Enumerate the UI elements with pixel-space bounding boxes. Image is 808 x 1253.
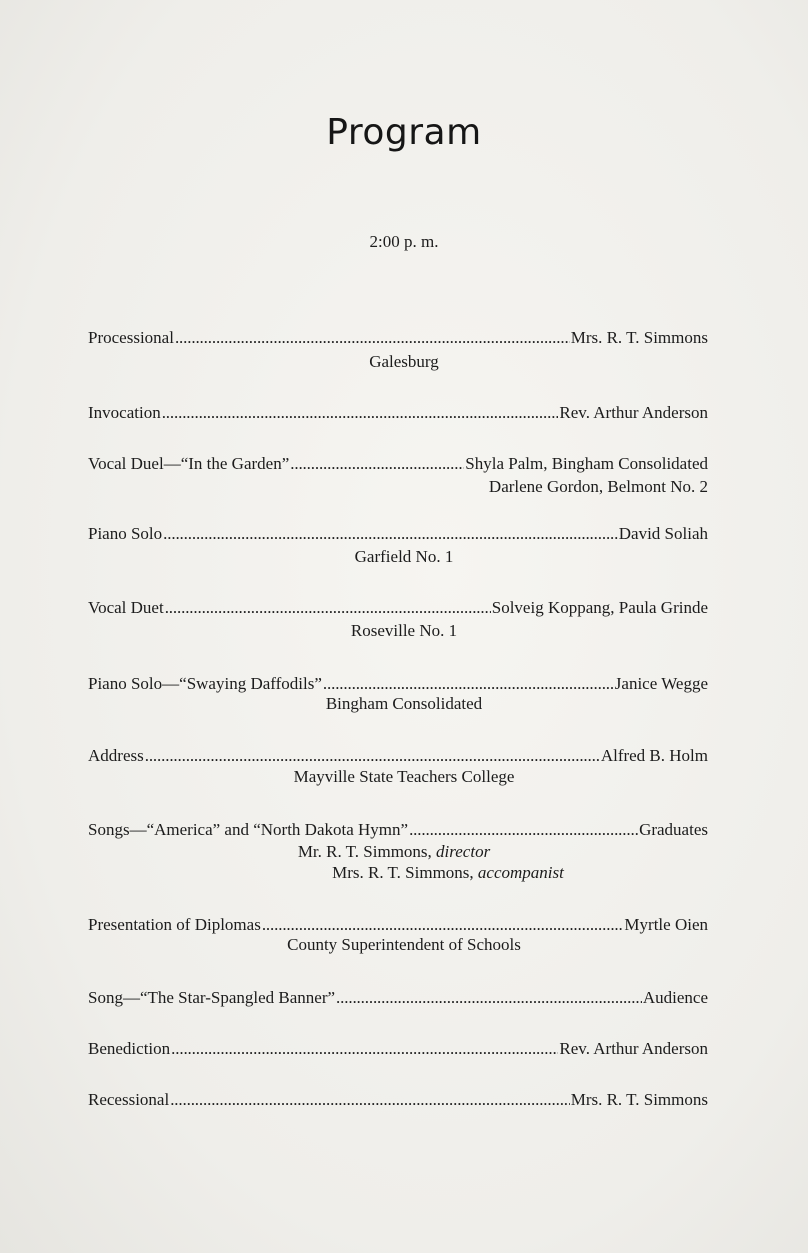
item-label: Benediction bbox=[88, 1039, 171, 1058]
accompanist-name: Mrs. R. T. Simmons, bbox=[332, 863, 474, 882]
dot-leader bbox=[409, 820, 638, 840]
dot-leader bbox=[163, 524, 618, 544]
program-item-piano-solo bbox=[88, 524, 708, 544]
dot-leader bbox=[175, 328, 570, 348]
dot-leader bbox=[145, 746, 600, 766]
item-performer: Graduates bbox=[639, 820, 708, 839]
item-subtitle: Bingham Consolidated bbox=[325, 694, 483, 713]
item-label: Vocal Duel—“In the Garden” bbox=[88, 454, 290, 473]
item-performer: Solveig Koppang, Paula Grinde bbox=[491, 598, 708, 617]
dot-leader bbox=[170, 1090, 570, 1110]
program-item-piano-solo-daffodils bbox=[88, 674, 708, 694]
item-label: Piano Solo bbox=[88, 524, 163, 543]
item-subtitle: County Superintendent of Schools bbox=[287, 935, 521, 954]
dot-leader bbox=[165, 598, 491, 618]
dot-leader bbox=[262, 915, 624, 935]
page-title: Program bbox=[326, 112, 482, 153]
dot-leader bbox=[323, 674, 614, 694]
item-label: Processional bbox=[88, 328, 174, 347]
item-performer: Mrs. R. T. Simmons bbox=[570, 1090, 708, 1109]
item-performer-second: Darlene Gordon, Belmont No. 2 bbox=[488, 477, 708, 496]
program-time: 2:00 p. m. bbox=[369, 232, 439, 251]
program-item-address bbox=[88, 746, 708, 766]
item-label: Song—“The Star-Spangled Banner” bbox=[88, 988, 336, 1007]
item-label: Recessional bbox=[88, 1090, 170, 1109]
dot-leader bbox=[336, 988, 642, 1008]
item-performer: Shyla Palm, Bingham Consolidated bbox=[465, 454, 708, 473]
program-item-songs bbox=[88, 820, 708, 840]
item-label: Vocal Duet bbox=[88, 598, 164, 617]
dot-leader bbox=[290, 454, 464, 474]
item-performer: David Soliah bbox=[618, 524, 708, 543]
program-item-benediction bbox=[88, 1039, 708, 1059]
director-name: Mr. R. T. Simmons, bbox=[297, 842, 432, 861]
item-performer: Alfred B. Holm bbox=[600, 746, 708, 765]
accompanist-role: accompanist bbox=[477, 863, 564, 882]
songs-accompanist bbox=[44, 863, 808, 883]
item-subtitle: Mayville State Teachers College bbox=[293, 767, 515, 786]
dot-leader bbox=[171, 1039, 558, 1059]
item-label: Invocation bbox=[88, 403, 161, 422]
item-performer: Mrs. R. T. Simmons bbox=[570, 328, 708, 347]
program-item-vocal-duet bbox=[88, 598, 708, 618]
dot-leader bbox=[162, 403, 559, 423]
item-label: Piano Solo—“Swaying Daffodils” bbox=[88, 674, 322, 693]
item-label: Presentation of Diplomas bbox=[88, 915, 261, 934]
program-item-vocal-duel bbox=[88, 454, 708, 474]
item-label: Songs—“America” and “North Dakota Hymn” bbox=[88, 820, 409, 839]
item-subtitle: Garfield No. 1 bbox=[354, 547, 454, 566]
program-item-recessional bbox=[88, 1090, 708, 1110]
item-performer: Janice Wegge bbox=[614, 674, 708, 693]
item-performer: Myrtle Oien bbox=[624, 915, 708, 934]
program-item-processional bbox=[88, 328, 708, 348]
item-subtitle: Roseville No. 1 bbox=[350, 621, 458, 640]
program-item-anthem bbox=[88, 988, 708, 1008]
songs-director bbox=[0, 842, 798, 862]
director-role: director bbox=[436, 842, 491, 861]
program-item-diplomas bbox=[88, 915, 708, 935]
item-performer: Audience bbox=[642, 988, 708, 1007]
item-label: Address bbox=[88, 746, 144, 765]
item-performer: Rev. Arthur Anderson bbox=[559, 403, 708, 422]
program-item-invocation bbox=[88, 403, 708, 423]
item-subtitle: Galesburg bbox=[369, 352, 439, 371]
item-performer: Rev. Arthur Anderson bbox=[559, 1039, 708, 1058]
